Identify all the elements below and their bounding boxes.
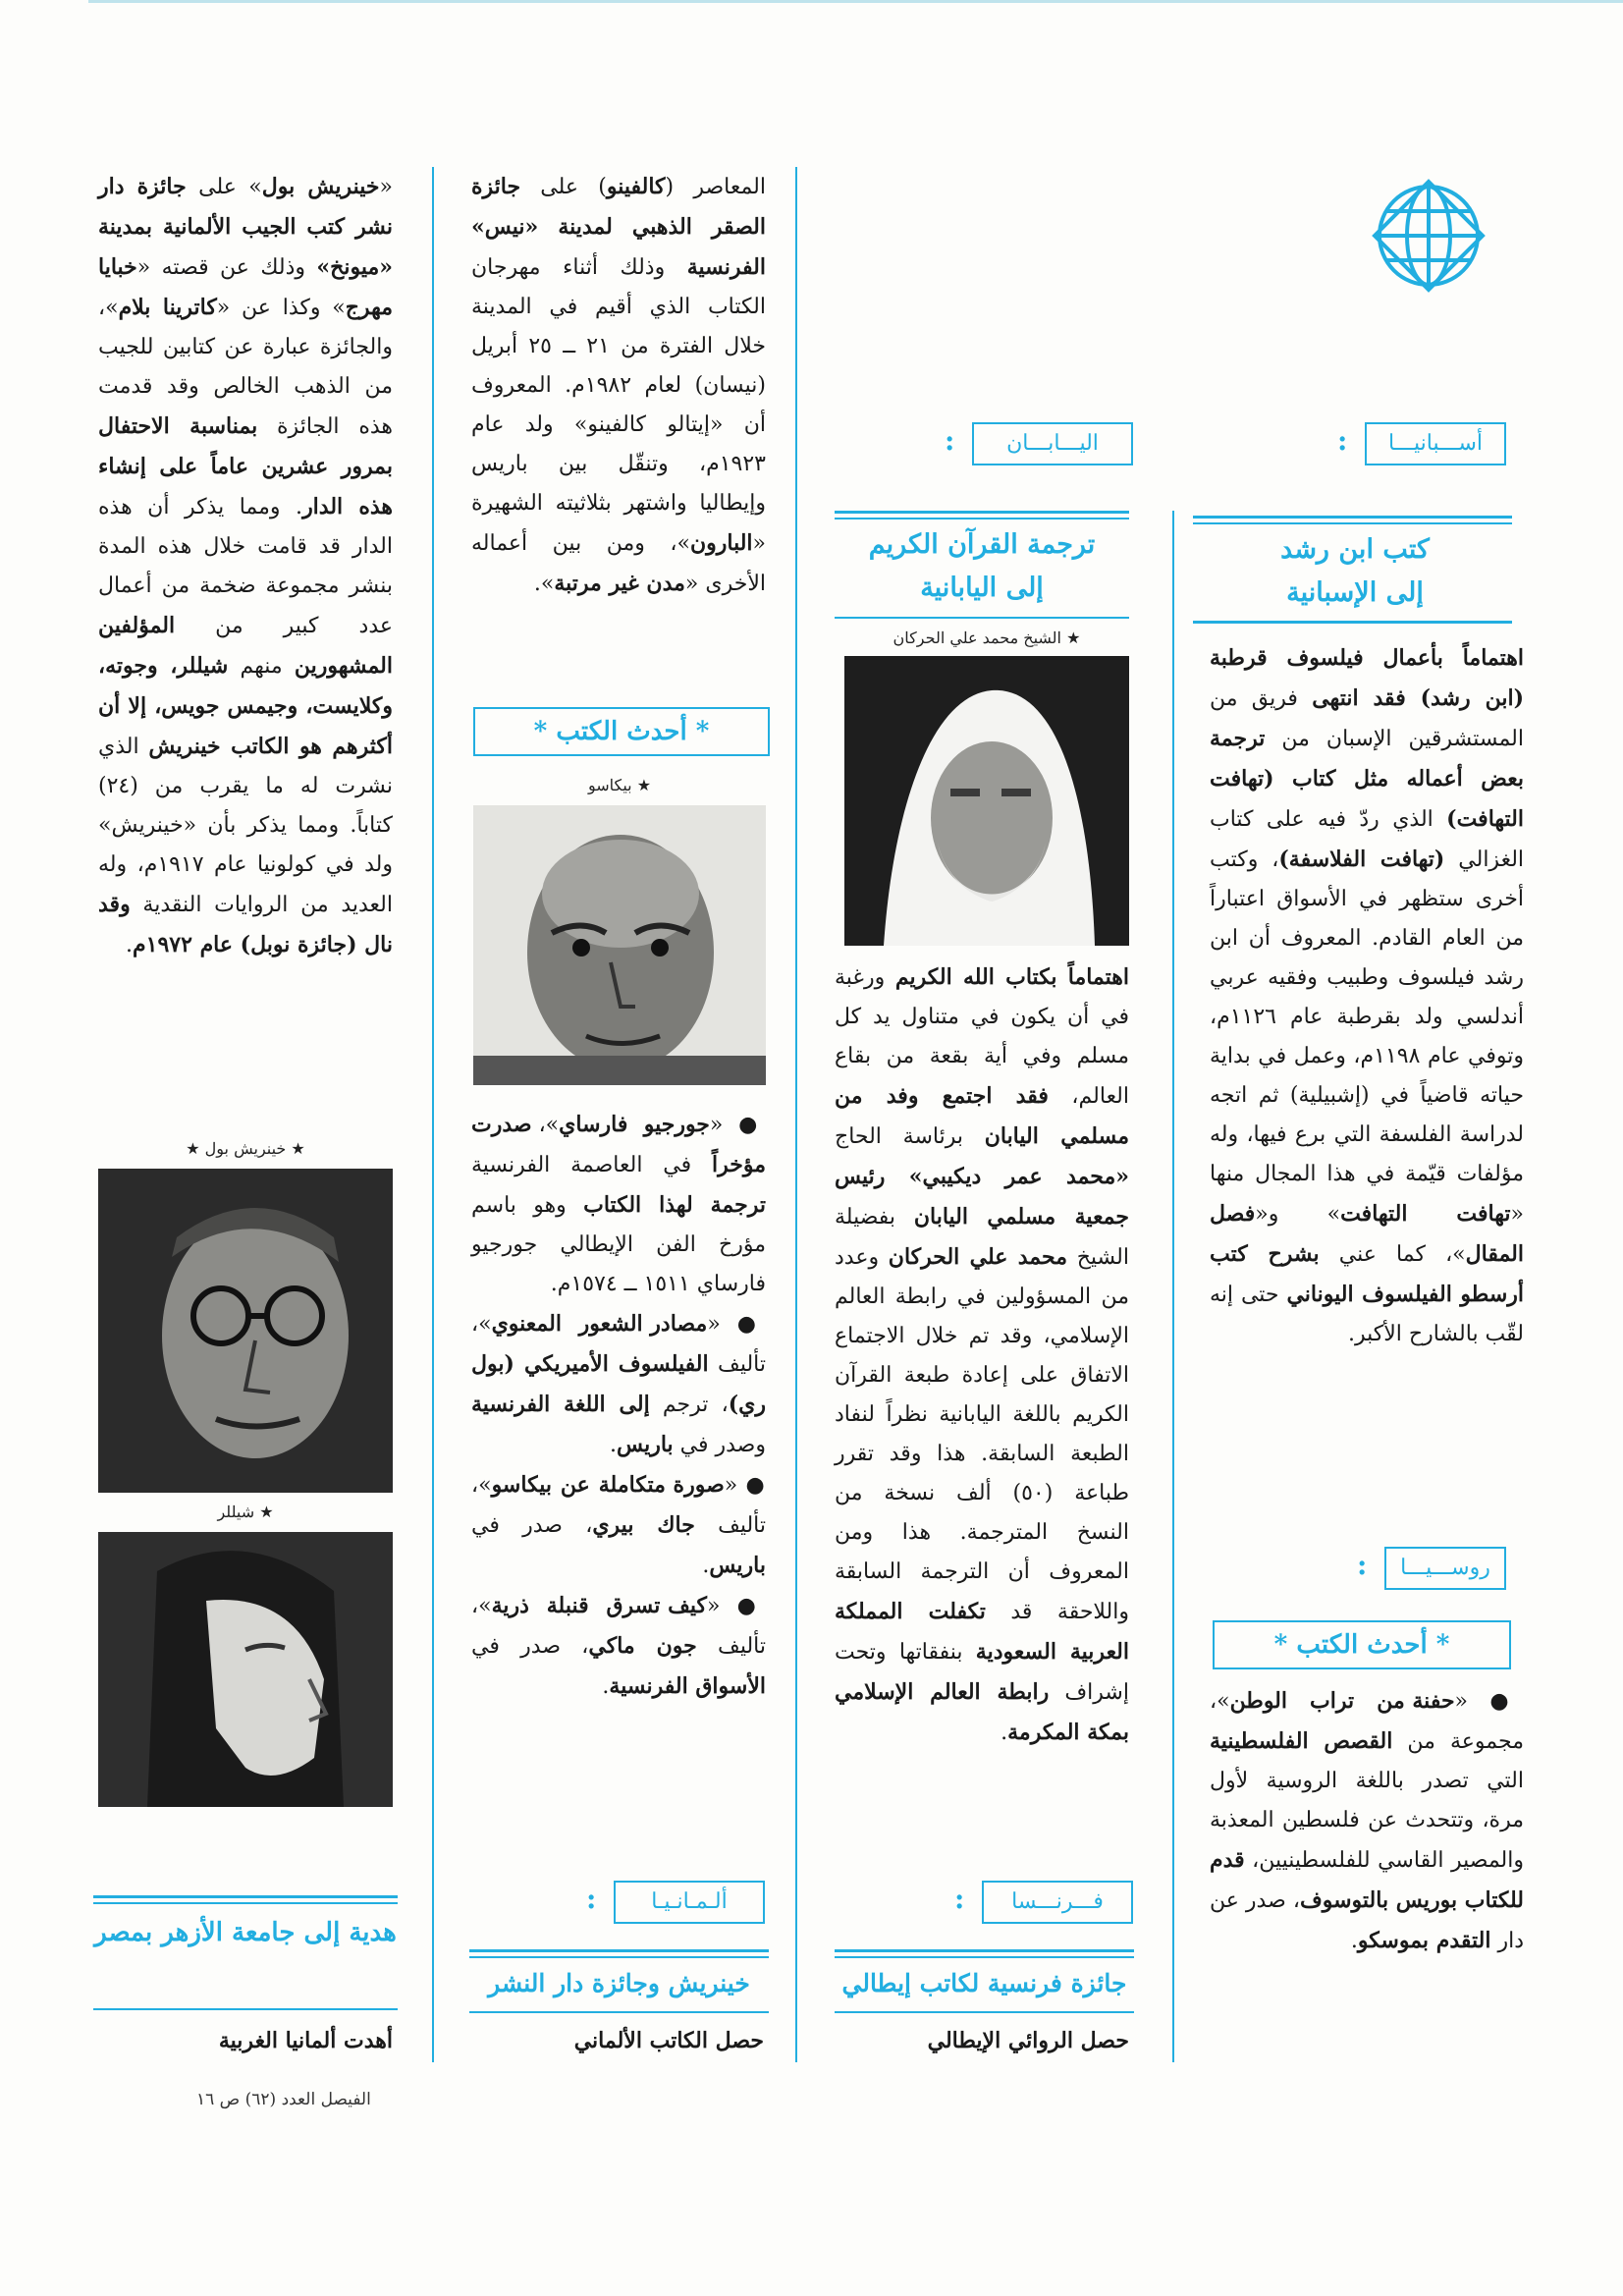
headline-japan-2: إلى اليابانية bbox=[920, 573, 1044, 603]
article-germany-text: «خينريش بول» على جائزة دار نشر كتب الجيب الألمانية بمدينة «ميونخ» وذلك عن قصته «خبايا مهرج» وكذا عن «كاترينا بلام»، والجائزة عبارة عن كتابين للجيب من الذهب الخالص وقد قدمت هذه الجائزة بمناسبة الاحتفال بمرور عشرين عاماً على إنشاء هذه الدار. ومما يذكر أن هذه الدار قد قامت خلال هذه المدة بنشر مجموعة ضخمة من أعمال عدد كبير من المؤلفين المشهورين منهم شيللر، وجوته، وكلايست، وجيمس جويس، إلا أن أكثرهم هو الكاتب خينريش الذي نشرت له ما يقرب من (٢٤) كتاباً. ومما يذكر بأن «خينريش» ولد في كولونيا عام ١٩١٧م، وله العديد من الروايات النقدية وقد نال (جائزة نوبل) عام ١٩٧٢م. bbox=[98, 174, 394, 957]
page-footer: الفيصل العدد (٦٢) ص ١٦ bbox=[196, 2090, 371, 2109]
column-rule bbox=[1172, 511, 1174, 2062]
colon-ornament: : bbox=[945, 424, 955, 457]
title-rule bbox=[1193, 516, 1512, 519]
top-border bbox=[88, 0, 1623, 3]
photo-caption-schiller: ★ شيللر bbox=[217, 1503, 274, 1521]
title-rule bbox=[835, 1956, 1134, 1958]
article-germany-start: حصل الكاتب الألماني bbox=[573, 2028, 764, 2053]
colon-ornament: : bbox=[954, 1883, 965, 1915]
portrait-photo-picasso bbox=[473, 805, 766, 1085]
title-rule bbox=[835, 511, 1129, 514]
colon-ornament: : bbox=[1337, 424, 1348, 457]
article-russia bbox=[1210, 1681, 1524, 1961]
photo-caption-boll: ★ خينريش بول ★ bbox=[186, 1139, 305, 1158]
article-france-cont bbox=[471, 167, 766, 604]
latest-books-russia: * أحدث الكتب * bbox=[1213, 1620, 1511, 1669]
article-spain-text: اهتماماً بأعمال فيلسوف قرطبة (ابن رشد) فقد انتهى فريق من المستشرقين الإسبان من ترجمة بعض أعماله مثل كتاب (تهافت التهافت) الذي ردّ فيه على كتاب الغزالي (تهافت الفلاسفة)، وكتب أخرى ستظهر في الأسواق اعتباراً من العام القادم. المعروف أن ابن رشد فيلسوف وطبيب وفقيه عربي أندلسي ولد بقرطبة عام ١١٢٦م، وتوفي عام ١١٩٨م، وعمل في بداية حياته قاضياً في (إشبيلية) ثم اتجه لدراسة الفلسفة التي برع فيها، وله مؤلفات قيّمة في هذا المجال منها «تهافت التهافت» و«فصل المقال»، كما عني بشرح كتب أرسطو الفيلسوف اليوناني حتى إنه لقّب بالشارح الأكبر. bbox=[1210, 645, 1525, 1346]
headline-germany: خينريش وجائزة دار النشر bbox=[488, 1969, 750, 1997]
article-france-start: حصل الروائي الإيطالي bbox=[927, 2028, 1129, 2053]
books-list-france bbox=[471, 1105, 766, 1707]
title-rule bbox=[835, 2011, 1134, 2013]
colon-ornament: : bbox=[1357, 1549, 1368, 1581]
title-rule bbox=[1193, 621, 1512, 624]
title-rule bbox=[469, 1949, 769, 1952]
article-japan-text: اهتماماً بكتاب الله الكريم ورغبة في أن يكون في متناول يد كل مسلم وفي أية بقعة من بقاع العالم، فقد اجتمع وفد من مسلمي اليابان برئاسة الحاج «محمد عمر ديكيبي» رئيس جمعية مسلمي اليابان بفضيلة الشيخ محمد علي الحركان وعدد من المسؤولين في رابطة العالم الإسلامي، وقد تم خلال الاجتماع الاتفاق على إعادة طبعة القرآن الكريم باللغة اليابانية نظراً لنفاد الطبعة السابقة. هذا وقد تقرر طباعة (٥٠) ألف نسخة من النسخ المترجمة. هذا ومن المعروف أن الترجمة السابقة واللاحقة قد تكفلت المملكة العربية السعودية بنفقاتها وتحت إشراف رابطة العالم الإسلامي بمكة المكرمة. bbox=[835, 964, 1130, 1745]
article-azhar-start: أهدت ألمانيا الغربية bbox=[218, 2028, 393, 2053]
latest-books-france: * أحدث الكتب * bbox=[473, 707, 770, 756]
column-rule bbox=[795, 167, 797, 2062]
article-russia-text: ● «حفنة من تراب الوطن»، مجموعة من القصص الفلسطينية التي تصدر باللغة الروسية لأول مرة، وتتحدث عن فلسطين المعذبة والمصير القاسي للفلسطينيين، قدم للكتاب بوريس بالتوسوف، صدر عن دار التقدم بموسكو. bbox=[1210, 1688, 1524, 1953]
title-rule bbox=[469, 2011, 769, 2013]
photo-caption-japan: ★ الشيخ محمد علي الحركان bbox=[893, 629, 1081, 647]
photo-caption-picasso: ★ بيكاسو bbox=[587, 776, 652, 794]
title-rule bbox=[835, 1949, 1134, 1952]
headline-france: جائزة فرنسية لكاتب إيطالي bbox=[841, 1969, 1127, 1997]
globe-logo-icon bbox=[1370, 177, 1488, 295]
title-rule bbox=[835, 518, 1129, 519]
title-rule bbox=[93, 2008, 398, 2010]
article-japan bbox=[835, 957, 1129, 1753]
title-rule bbox=[835, 617, 1129, 619]
title-rule bbox=[93, 1895, 398, 1898]
title-rule bbox=[93, 1902, 398, 1904]
section-label-germany: ألـمـانـيـا bbox=[614, 1881, 765, 1924]
portrait-photo-schiller bbox=[98, 1532, 393, 1807]
portrait-photo-boll bbox=[98, 1169, 393, 1493]
column-rule bbox=[432, 167, 434, 2062]
headline-spain-1: كتب ابن رشد bbox=[1280, 534, 1430, 565]
headline-azhar: هدية إلى جامعة الأزهر بمصر bbox=[94, 1918, 397, 1947]
article-france-text: المعاصر (كالفينو) على جائزة الصقر الذهبي لمدينة «نيس» الفرنسية وذلك أثناء مهرجان الكتاب الذي أقيم في المدينة خلال الفترة من ٢١ ــ ٢٥ أبريل (نيسان) لعام ١٩٨٢م. المعروف أن «إيتالو كالفينو» ولد عام ١٩٢٣م، وتنقّل بين باريس وإيطاليا واشتهر بثلاثيته الشهيرة «البارون»، ومن بين أعماله الأخرى «مدن غير مرتبة». bbox=[471, 174, 766, 596]
title-rule bbox=[469, 1956, 769, 1958]
headline-japan-1: ترجمة القرآن الكريم bbox=[868, 529, 1096, 560]
books-list-france-text: ● «جورجيو فارساي»، صدرت مؤخراً في العاصمة الفرنسية ترجمة لهذا الكتاب وهو باسم مؤرخ الفن الإيطالي جورجيو فارساي ١٥١١ ــ ١٥٧٤م. ● «مصادر الشعور المعنوي»، تأليف الفيلسوف الأميريكي (بول ري)، ترجم إلى اللغة الفرنسية وصدر في باريس. ● «صورة متكاملة عن بيكاسو»، تأليف جاك بيري، صدر في باريس. ● «كيف تسرق قنبلة ذرية»، تأليف جون ماكي، صدر في الأسواق الفرنسية. bbox=[471, 1112, 767, 1699]
article-germany-cont bbox=[98, 167, 393, 965]
colon-ornament: : bbox=[586, 1883, 597, 1915]
article-spain bbox=[1210, 638, 1524, 1354]
section-label-russia: روســـيـــا bbox=[1384, 1547, 1506, 1590]
portrait-photo-sheikh bbox=[844, 656, 1129, 946]
section-label-spain: أســـبانيـــا bbox=[1365, 422, 1506, 465]
title-rule bbox=[1193, 522, 1512, 524]
headline-spain-2: إلى الإسبانية bbox=[1286, 577, 1424, 608]
section-label-france: فـــرنـــسا bbox=[982, 1881, 1133, 1924]
section-label-japan: اليـــابـــان bbox=[972, 422, 1133, 465]
